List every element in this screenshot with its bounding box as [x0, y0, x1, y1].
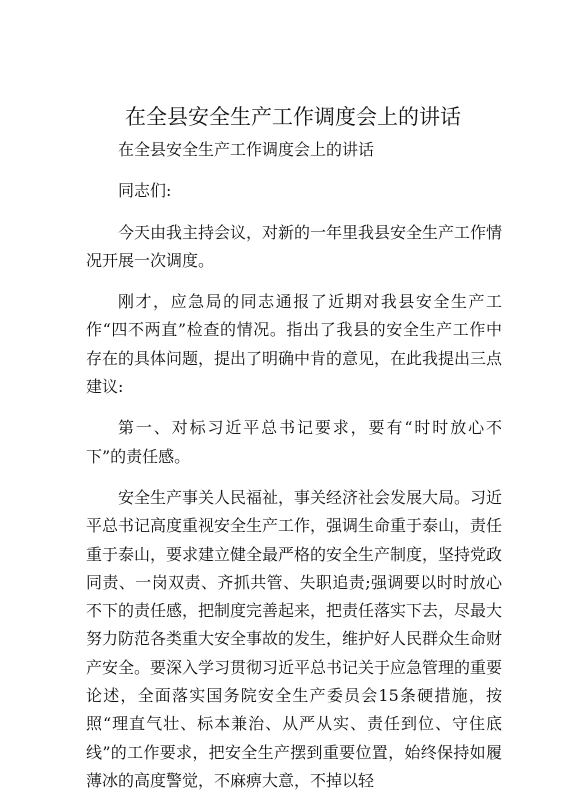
point-one-heading: 第一、对标习近平总书记要求，要有“时时放心不下”的责任感。 [86, 418, 502, 466]
point-one-body: 安全生产事关人民福祉，事关经济社会发展大局。习近平总书记高度重视安全生产工作，强调生命重于泰山，责任重于泰山，要求建立健全最严格的安全生产制度，坚持党政同责、一岗双责、齐抓共管、失职追责;强调要以时时放心不下的责任感，把制度完善起来，把责任落实下去，尽最大努力防范各类重大安全事故的发生，维护好人民群众生命财产安全。要深入学习贯彻习近平总书记关于应急管理的重要论述，全面落实国务院安全生产委员会15条硬措施，按照“理直气壮、标本兼治、从严从实、责任到位、守住底线”的工作要求，把安全生产摆到重要位置，始终保持如履薄冰的高度警觉，不麻痹大意，不掉以轻 [86, 487, 503, 790]
report-paragraph: 刚才，应急局的同志通报了近期对我县安全生产工作“四不两直”检查的情况。指出了我县的安全生产工作中存在的具体问题，提出了明确中肯的意见，在此我提出三点建议: [86, 292, 503, 397]
salutation-paragraph: 同志们: [118, 181, 172, 201]
subtitle-paragraph: 在全县安全生产工作调度会上的讲话 [118, 140, 375, 159]
opening-paragraph: 今天由我主持会议，对新的一年里我县安全生产工作情况开展一次调度。 [86, 222, 503, 270]
document-title: 在全县安全生产工作调度会上的讲话 [125, 105, 461, 129]
document-body [86, 136, 502, 795]
